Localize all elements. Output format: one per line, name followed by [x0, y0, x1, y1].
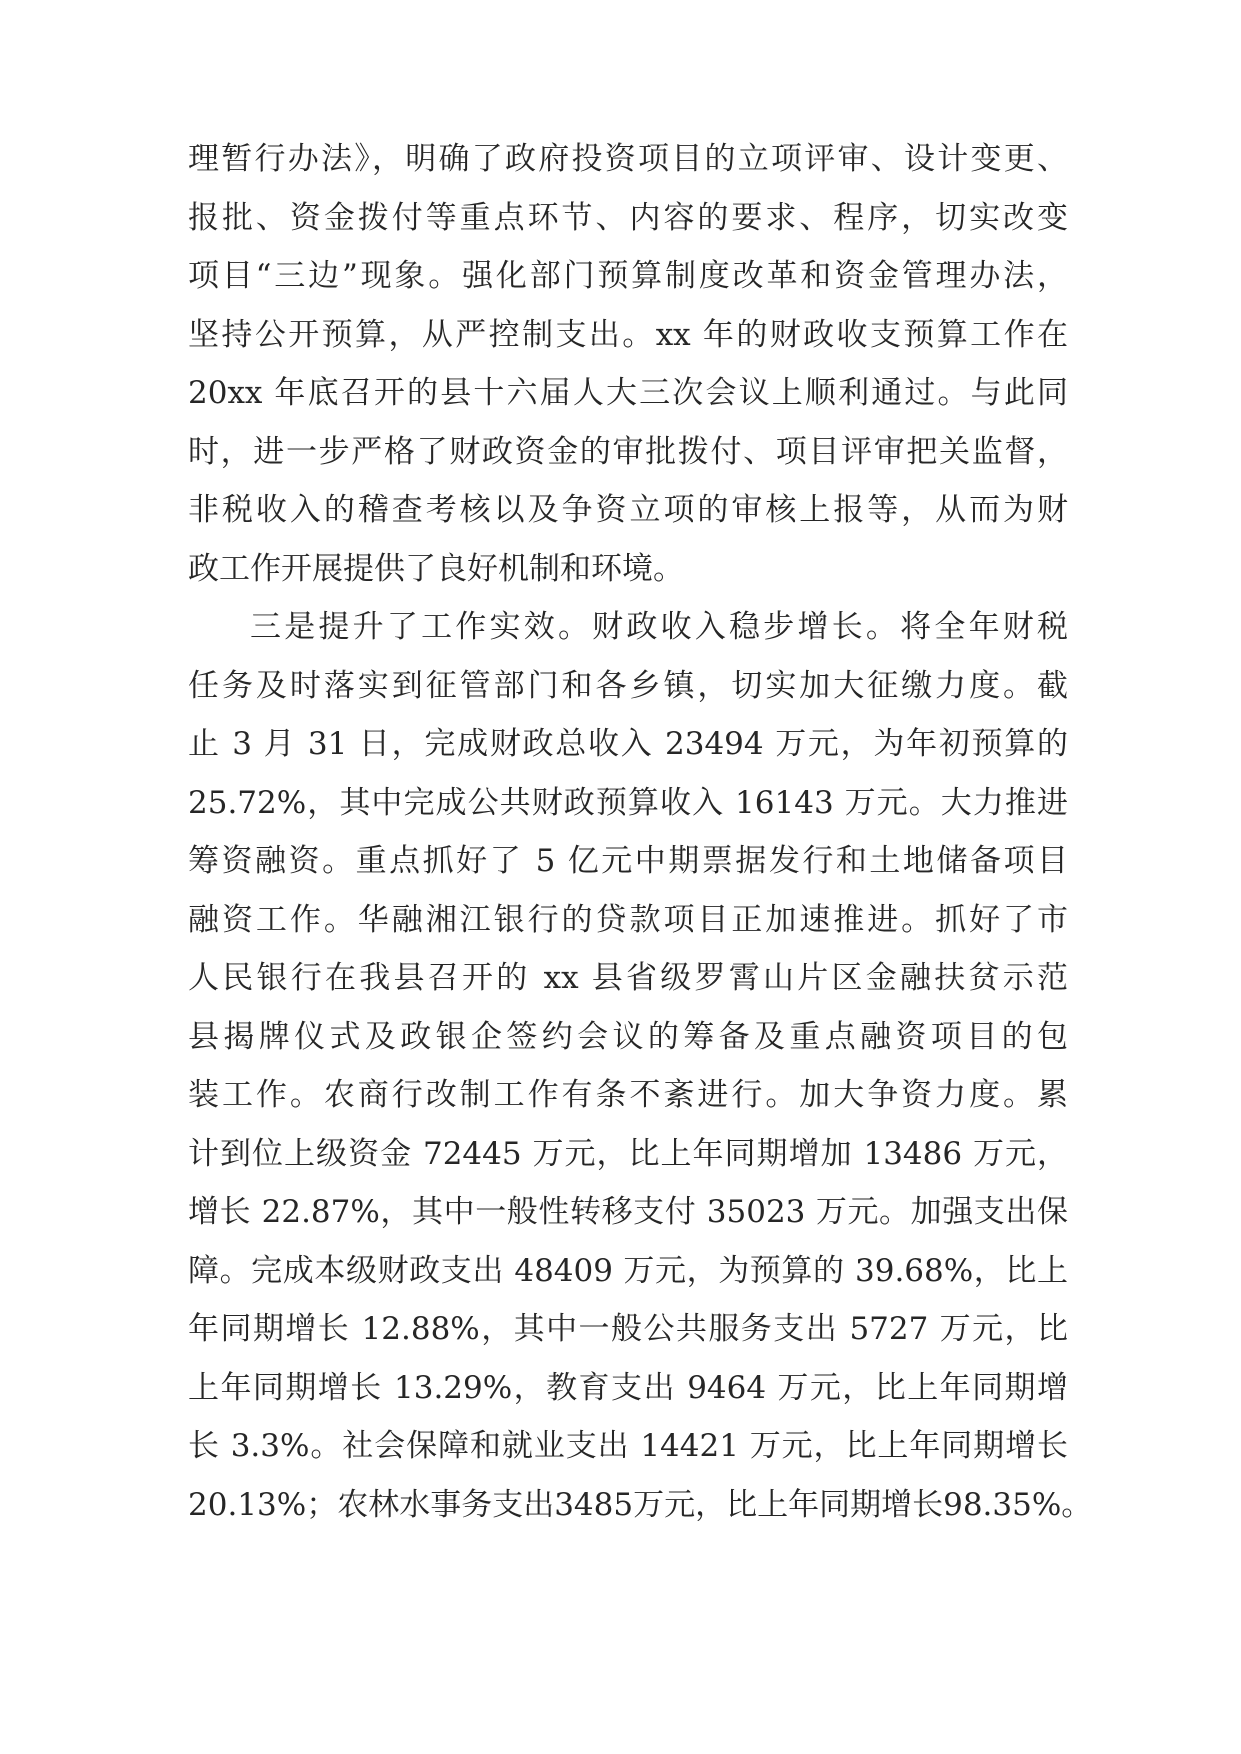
- text-line: 时，进一步严格了财政资金的审批拨付、项目评审把关监督，: [188, 433, 1068, 470]
- paragraph-end-line: 政工作开展提供了良好机制和环境。: [188, 550, 684, 587]
- text-line: 筹资融资。重点抓好了 5 亿元中期票据发行和土地储备项目: [188, 843, 1068, 879]
- text-line: 坚持公开预算，从严控制支出。xx 年的财政收支预算工作在: [188, 316, 1068, 353]
- text-line: 人民银行在我县召开的 xx 县省级罗霄山片区金融扶贫示范: [188, 960, 1068, 996]
- document-body: [188, 130, 1093, 1534]
- text-line: 障。完成本级财政支出 48409 万元，为预算的 39.68%，比上: [188, 1252, 1068, 1289]
- text-line: 上年同期增长 13.29%，教育支出 9464 万元，比上年同期增: [188, 1369, 1068, 1406]
- text-line: 计到位上级资金 72445 万元，比上年同期增加 13486 万元，: [188, 1135, 1068, 1172]
- text-line: 县揭牌仪式及政银企签约会议的筹备及重点融资项目的包: [188, 1018, 1068, 1055]
- text-line: 长 3.3%。社会保障和就业支出 14421 万元，比上年同期增长: [188, 1428, 1068, 1464]
- text-line: 止 3 月 31 日，完成财政总收入 23494 万元，为年初预算的: [188, 726, 1068, 762]
- text-line: 20xx 年底召开的县十六届人大三次会议上顺利通过。与此同: [188, 375, 1068, 411]
- text-line: 任务及时落实到征管部门和各乡镇，切实加大征缴力度。截: [188, 667, 1068, 704]
- text-line: 25.72%，其中完成公共财政预算收入 16143 万元。大力推进: [188, 784, 1068, 821]
- text-line: 报批、资金拨付等重点环节、内容的要求、程序，切实改变: [188, 199, 1068, 236]
- paragraph-first-line: 三是提升了工作实效。财政收入稳步增长。将全年财税: [250, 609, 1068, 645]
- text-line: 增长 22.87%，其中一般性转移支付 35023 万元。加强支出保: [188, 1194, 1068, 1230]
- text-line: 项目“三边”现象。强化部门预算制度改革和资金管理办法，: [188, 258, 1068, 294]
- text-line: 融资工作。华融湘江银行的贷款项目正加速推进。抓好了市: [188, 901, 1068, 938]
- text-line: 非税收入的稽查考核以及争资立项的审核上报等，从而为财: [188, 492, 1068, 528]
- text-line: 理暂行办法》，明确了政府投资项目的立项评审、设计变更、: [188, 141, 1068, 177]
- paragraph-end-line: 20.13%；农林水事务支出3485万元，比上年同期增长98.35%。: [188, 1486, 1093, 1523]
- text-line: 年同期增长 12.88%，其中一般公共服务支出 5727 万元，比: [188, 1311, 1068, 1347]
- text-line: 装工作。农商行改制工作有条不紊进行。加大争资力度。累: [188, 1077, 1068, 1113]
